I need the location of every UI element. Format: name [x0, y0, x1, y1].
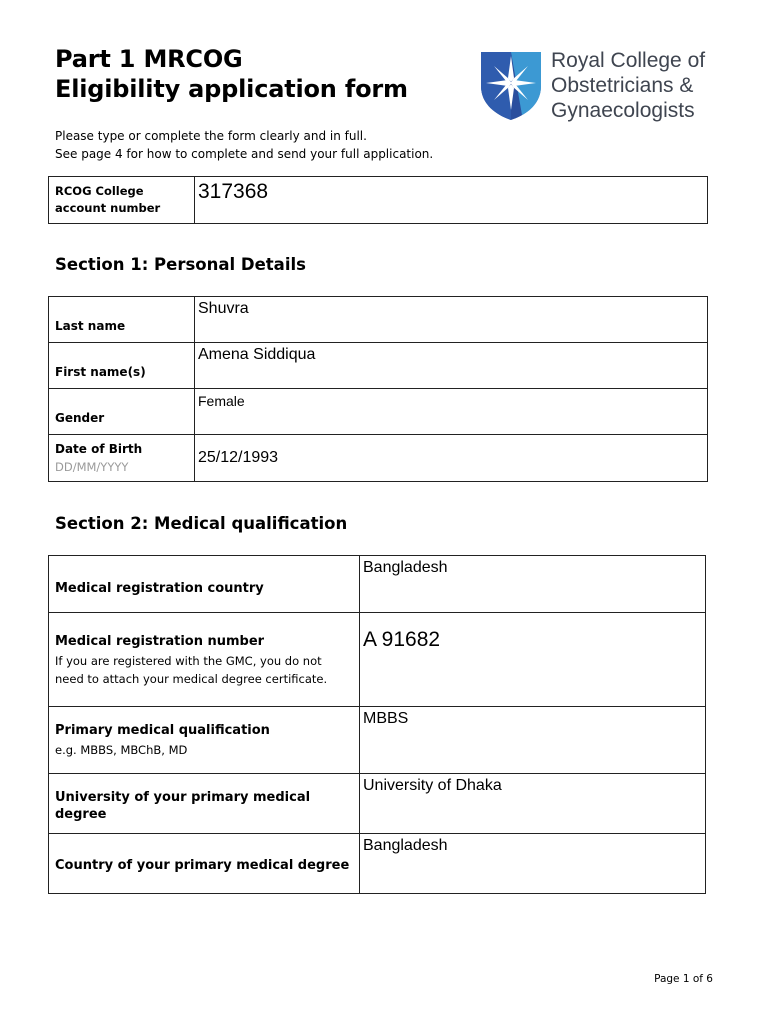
logo-line-3: Gynaecologists [551, 99, 695, 122]
medical-qualification-table [48, 555, 706, 894]
reg-country-label-cell [49, 556, 360, 613]
last-name-field[interactable] [195, 297, 708, 343]
account-label-cell [49, 177, 195, 224]
first-name-value: Amena Siddiqua [198, 346, 316, 363]
first-name-label-cell [49, 343, 195, 389]
gender-label: Gender [55, 411, 105, 425]
degree-country-field[interactable] [360, 834, 706, 894]
university-label-cell [49, 774, 360, 834]
logo-line-2: Obstetricians & [551, 74, 694, 97]
title-line-1: Part 1 MRCOG [55, 45, 243, 73]
primary-qual-label: Primary medical qualification [55, 723, 270, 738]
dob-label: Date of Birth [55, 441, 143, 456]
title-line-2: Eligibility application form [55, 75, 408, 103]
account-table [48, 176, 708, 224]
gender-label-cell [49, 389, 195, 435]
first-name-label: First name(s) [55, 365, 146, 379]
instructions-line-2: See page 4 for how to complete and send your full application. [55, 147, 434, 161]
reg-country-value: Bangladesh [363, 559, 448, 576]
reg-number-label-cell [49, 613, 360, 707]
account-number-field[interactable] [195, 177, 708, 224]
primary-qual-hint: e.g. MBBS, MBChB, MD [55, 743, 188, 757]
primary-qual-value: MBBS [363, 710, 409, 727]
first-name-field[interactable] [195, 343, 708, 389]
university-value: University of Dhaka [363, 777, 502, 794]
instructions [55, 127, 433, 163]
degree-country-label: Country of your primary medical degree [55, 858, 350, 873]
shield-star-icon [478, 48, 544, 122]
university-field[interactable] [360, 774, 706, 834]
degree-country-value: Bangladesh [363, 837, 448, 854]
university-label: University of your primary medical degree [55, 789, 311, 822]
dob-value: 25/12/1993 [198, 449, 279, 466]
gender-value: Female [198, 393, 245, 409]
logo-wordmark [551, 48, 705, 123]
reg-number-hint-line-2: need to attach your medical degree certificate. [55, 671, 328, 686]
section-2-heading: Section 2: Medical qualification [55, 514, 348, 533]
page-number: Page 1 of 6 [654, 973, 713, 985]
primary-qual-field[interactable] [360, 707, 706, 774]
gender-field[interactable] [195, 389, 708, 435]
degree-country-label-cell [49, 834, 360, 894]
dob-field[interactable] [195, 435, 708, 482]
form-title [55, 44, 408, 104]
reg-number-label: Medical registration number [55, 633, 265, 649]
primary-qual-label-cell [49, 707, 360, 774]
section-1-heading: Section 1: Personal Details [55, 255, 306, 274]
last-name-value: Shuvra [198, 300, 249, 317]
personal-details-table [48, 296, 708, 482]
account-label-line-2: account number [55, 201, 161, 215]
dob-hint: DD/MM/YYYY [55, 459, 129, 474]
reg-number-hint-line-1: If you are registered with the GMC, you do not [55, 653, 322, 668]
account-label-line-1: RCOG College [55, 184, 144, 198]
instructions-line-1: Please type or complete the form clearly and in full. [55, 129, 367, 143]
reg-number-value: A 91682 [363, 628, 441, 651]
account-number-value: 317368 [198, 180, 269, 203]
last-name-label: Last name [55, 319, 126, 333]
reg-country-label: Medical registration country [55, 580, 264, 596]
rcog-logo [478, 48, 718, 128]
logo-line-1: Royal College of [551, 49, 706, 72]
last-name-label-cell [49, 297, 195, 343]
reg-number-field[interactable] [360, 613, 706, 707]
dob-label-cell [49, 435, 195, 482]
reg-country-field[interactable] [360, 556, 706, 613]
